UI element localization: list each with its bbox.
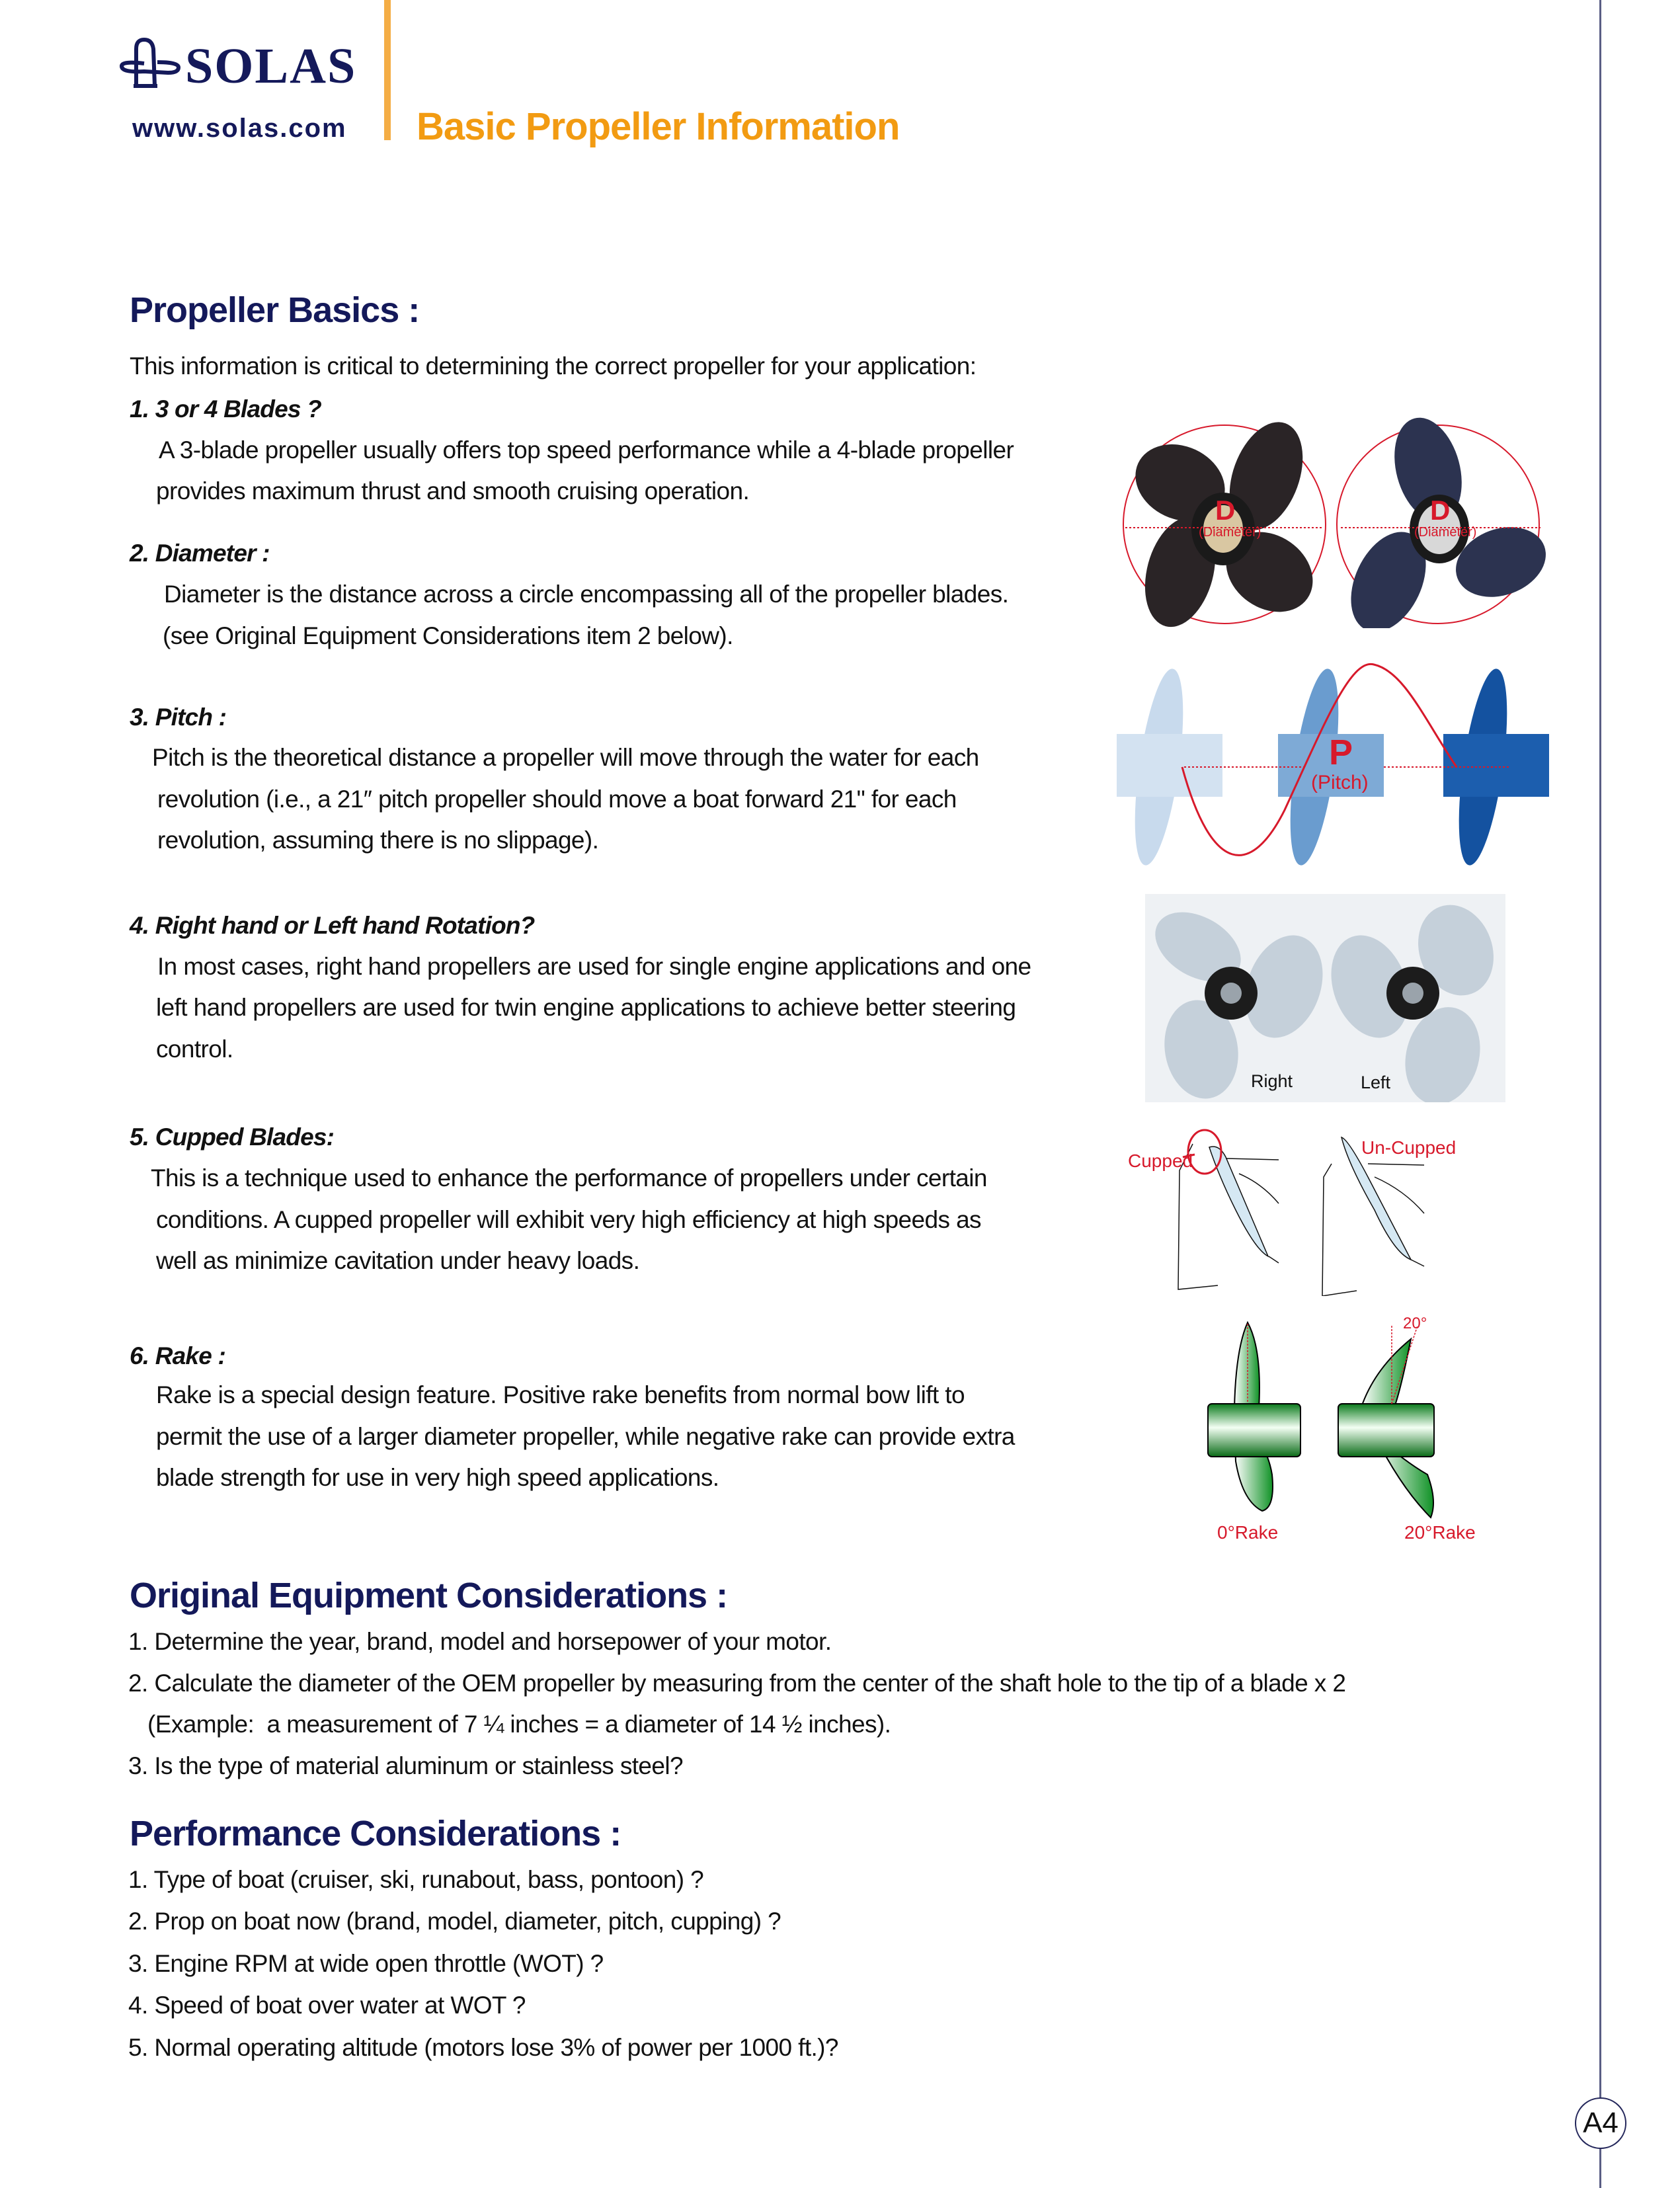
item-text-line: control.: [156, 1035, 233, 1063]
diameter-letter: D: [1215, 495, 1236, 526]
website-link[interactable]: www.solas.com: [132, 114, 347, 143]
item-text-line: conditions. A cupped propeller will exhibit very high efficiency at high speeds as: [156, 1206, 981, 1233]
cupped-blade-icon: [1178, 1144, 1279, 1289]
item-title-rake: 6. Rake :: [130, 1342, 225, 1369]
item-text-line: revolution (i.e., a 21″ pitch propeller should move a boat forward 21" for each: [157, 786, 957, 813]
performance-line: 3. Engine RPM at wide open throttle (WOT) ?: [128, 1950, 604, 1977]
pitch-caption: (Pitch): [1311, 772, 1369, 793]
brand-name: SOLAS: [185, 38, 357, 94]
left-hand-propeller-icon: [1318, 894, 1505, 1102]
performance-line: 5. Normal operating altitude (motors lose 3% of power per 1000 ft.)?: [128, 2034, 838, 2061]
section-heading-performance: Performance Considerations :: [130, 1814, 621, 1853]
item-text-line: Rake is a special design feature. Positive rake benefits from normal bow lift to: [156, 1381, 965, 1408]
item-text-line: A 3-blade propeller usually offers top speed performance while a 4-blade propeller: [159, 436, 1014, 464]
uncupped-blade-icon: [1322, 1137, 1424, 1296]
diameter-letter: D: [1430, 495, 1451, 526]
figure-rotation: [1145, 894, 1505, 1102]
item-title-pitch: 3. Pitch :: [130, 704, 227, 731]
page-edge-rule: [1599, 0, 1601, 2188]
header-divider: [384, 0, 391, 140]
left-label: Left: [1361, 1073, 1391, 1092]
solas-bell-icon: [118, 37, 181, 89]
item-title-cupped: 5. Cupped Blades:: [130, 1123, 335, 1151]
item-text-line: permit the use of a larger diameter propeller, while negative rake can provide extra: [156, 1423, 1015, 1450]
item-text-line: blade strength for use in very high speed applications.: [156, 1464, 719, 1491]
rake-angle-label: 20°: [1403, 1315, 1427, 1332]
section-heading-oem: Original Equipment Considerations :: [130, 1576, 728, 1615]
figure-diameter: [1117, 417, 1554, 628]
item-title-diameter: 2. Diameter :: [130, 540, 270, 567]
item-text-line: left hand propellers are used for twin engine applications to achieve better steering: [156, 994, 1016, 1021]
item-text-line: revolution, assuming there is no slippage).: [157, 827, 599, 854]
item-title-blades: 1. 3 or 4 Blades ?: [130, 395, 321, 423]
performance-line: 4. Speed of boat over water at WOT ?: [128, 1992, 526, 2019]
page-title: Basic Propeller Information: [417, 105, 900, 148]
item-text-line: provides maximum thrust and smooth cruising operation.: [156, 477, 750, 505]
solas-logo: [118, 37, 181, 92]
item-text-line: In most cases, right hand propellers are used for single engine applications and one: [157, 953, 1031, 980]
zero-rake-label: 0°Rake: [1217, 1522, 1279, 1543]
section-heading-propeller-basics: Propeller Basics :: [130, 290, 420, 330]
oem-line: 1. Determine the year, brand, model and horsepower of your motor.: [128, 1628, 832, 1655]
item-text-line: Pitch is the theoretical distance a propeller will move through the water for each: [152, 744, 979, 771]
cupped-label: Cupped: [1128, 1151, 1193, 1171]
oem-line: 2. Calculate the diameter of the OEM propeller by measuring from the center of the shaft hole to the tip of a blade x 2: [128, 1670, 1346, 1697]
item-text-line: This is a technique used to enhance the performance of propellers under certain: [151, 1164, 987, 1192]
uncupped-label: Un-Cupped: [1361, 1137, 1457, 1158]
pitch-letter: P: [1329, 733, 1353, 772]
right-label: Right: [1251, 1071, 1293, 1091]
oem-line: (Example: a measurement of 7 ¼ inches = a diameter of 14 ½ inches).: [128, 1711, 891, 1738]
zero-rake-propeller-icon: [1208, 1322, 1300, 1511]
intro-text: This information is critical to determining the correct propeller for your application:: [130, 352, 977, 380]
figure-pitch: [1113, 658, 1549, 876]
twenty-rake-propeller-icon: [1338, 1339, 1434, 1518]
performance-line: 1. Type of boat (cruiser, ski, runabout, bass, pontoon) ?: [128, 1866, 704, 1893]
diameter-caption: (Diameter): [1414, 525, 1477, 540]
item-text-line: Diameter is the distance across a circle encompassing all of the propeller blades.: [164, 581, 1009, 608]
right-hand-propeller-icon: [1145, 898, 1336, 1102]
diameter-caption: (Diameter): [1199, 525, 1261, 540]
item-text-line: well as minimize cavitation under heavy loads.: [156, 1247, 640, 1274]
twenty-rake-label: 20°Rake: [1404, 1522, 1476, 1543]
figure-cupped: [1120, 1117, 1543, 1296]
propeller-side-light-icon: [1117, 666, 1222, 868]
page-number-badge: A4: [1575, 2097, 1626, 2149]
item-title-rotation: 4. Right hand or Left hand Rotation?: [130, 912, 535, 939]
performance-line: 2. Prop on boat now (brand, model, diameter, pitch, cupping) ?: [128, 1908, 781, 1935]
oem-line: 3. Is the type of material aluminum or stainless steel?: [128, 1752, 683, 1779]
item-text-line: (see Original Equipment Considerations item 2 below).: [163, 622, 733, 649]
figure-rake: [1176, 1309, 1494, 1547]
